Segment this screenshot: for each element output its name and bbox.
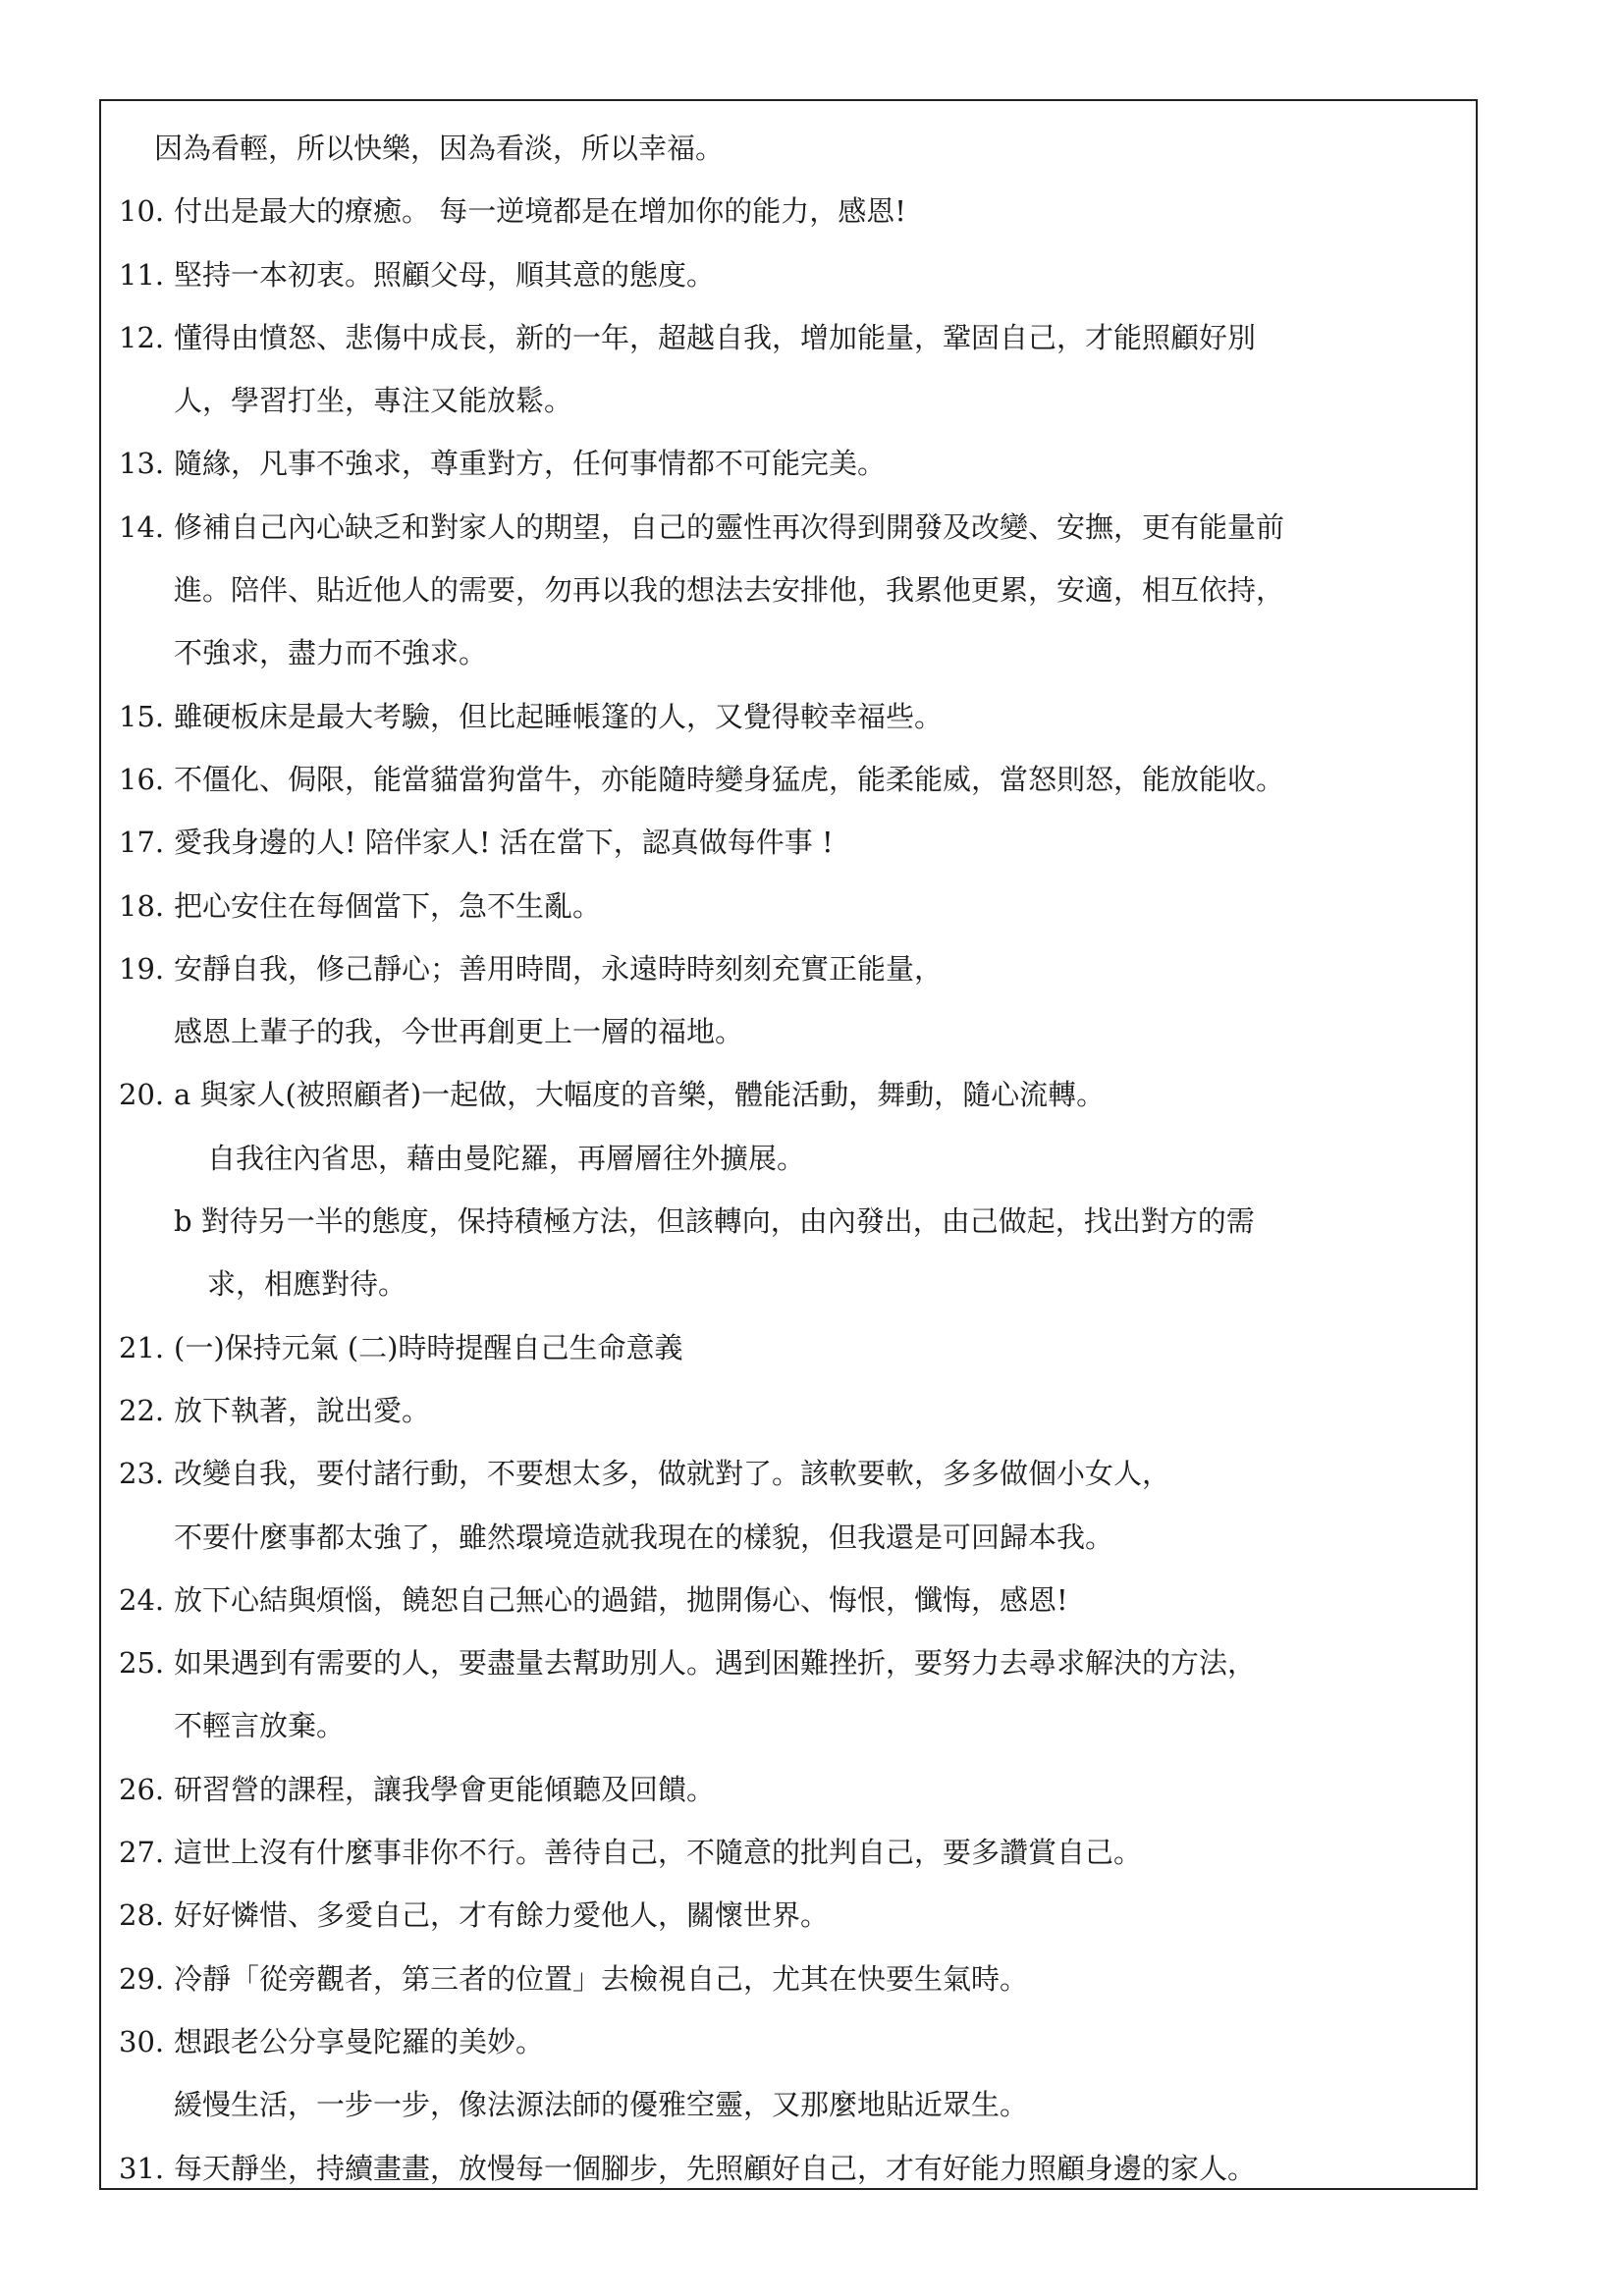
item-number: 28. bbox=[119, 1898, 165, 1933]
item-text: 安靜自我，修己靜心；善用時間，永遠時時刻刻充實正能量， bbox=[174, 951, 944, 986]
item-text: 好好憐惜、多愛自己，才有餘力愛他人，關懷世界。 bbox=[174, 1898, 830, 1933]
item-text: 付出是最大的療癒。 每一逆境都是在增加你的能力，感恩! bbox=[174, 194, 906, 229]
item-text: 因為看輕，所以快樂，因為看淡，所以幸福。 bbox=[154, 132, 725, 165]
list-item-continuation bbox=[119, 621, 1446, 684]
item-text: 改變自我，要付諸行動，不要想太多，做就對了。該軟要軟，多多做個小女人， bbox=[174, 1457, 1171, 1491]
item-text: 懂得由憤怒、悲傷中成長，新的一年，超越自我，增加能量，鞏固自己，才能照顧好別 bbox=[174, 320, 1257, 354]
list-item bbox=[119, 1884, 1446, 1947]
list-item-continuation bbox=[119, 1253, 1446, 1315]
list-item-continuation bbox=[119, 1127, 1446, 1190]
item-number: 13. bbox=[119, 447, 165, 481]
item-number: 14. bbox=[119, 509, 165, 544]
item-text: 堅持一本初衷。照顧父母，順其意的態度。 bbox=[174, 257, 716, 292]
item-text: 不要什麼事都太強了，雖然環境造就我現在的樣貌，但我還是可回歸本我。 bbox=[174, 1520, 1114, 1554]
item-text: 研習營的課程，讓我學會更能傾聽及回饋。 bbox=[174, 1772, 716, 1806]
list-item-continuation bbox=[119, 369, 1446, 432]
list-item bbox=[119, 432, 1446, 495]
item-number: 21. bbox=[119, 1330, 165, 1364]
item-text: 求，相應對待。 bbox=[207, 1267, 407, 1302]
list-item bbox=[119, 1758, 1446, 1821]
list-item bbox=[119, 306, 1446, 369]
item-text: 感恩上輩子的我，今世再創更上一層的福地。 bbox=[174, 1015, 744, 1049]
item-text: 緩慢生活，一步一步，像法源法師的優雅空靈，又那麼地貼近眾生。 bbox=[174, 2088, 1029, 2122]
item-number: 29. bbox=[119, 1961, 165, 1996]
document-body bbox=[119, 117, 1446, 2200]
list-item bbox=[119, 243, 1446, 306]
list-item bbox=[119, 937, 1446, 1000]
list-item bbox=[119, 1631, 1446, 1694]
document-frame bbox=[99, 99, 1478, 2190]
item-text: 放下執著，說出愛。 bbox=[174, 1393, 431, 1427]
item-text: 修補自己內心缺乏和對家人的期望，自己的靈性再次得到開發及改變、安撫，更有能量前 bbox=[174, 509, 1285, 544]
list-item-continuation bbox=[119, 1506, 1446, 1569]
item-text: 不強求，盡力而不強求。 bbox=[174, 636, 488, 670]
item-number: 20. bbox=[119, 1078, 165, 1112]
item-text: 放下心結與煩惱，饒恕自己無心的過錯，拋開傷心、悔恨，懺悔，感恩! bbox=[174, 1582, 1068, 1617]
item-number: 10. bbox=[119, 194, 165, 229]
item-text: 自我往內省思，藉由曼陀羅，再層層往外擴展。 bbox=[207, 1141, 806, 1175]
item-number: 25. bbox=[119, 1646, 165, 1681]
item-text: 如果遇到有需要的人，要盡量去幫助別人。遇到困難挫折，要努力去尋求解決的方法， bbox=[174, 1646, 1257, 1681]
item-number: 11. bbox=[119, 257, 165, 292]
item-number: 22. bbox=[119, 1393, 165, 1427]
list-item bbox=[119, 811, 1446, 874]
item-number: 17. bbox=[119, 826, 165, 860]
item-text: 把心安住在每個當下，急不生亂。 bbox=[174, 888, 602, 923]
list-item bbox=[119, 1063, 1446, 1126]
item-text: 不僵化、侷限，能當貓當狗當牛，亦能隨時變身猛虎，能柔能威，當怒則怒，能放能收。 bbox=[174, 762, 1285, 796]
item-number: 30. bbox=[119, 2024, 165, 2058]
item-number: 18. bbox=[119, 888, 165, 923]
item-text: 人，學習打坐，專注又能放鬆。 bbox=[174, 384, 573, 418]
list-item bbox=[119, 496, 1446, 559]
list-item bbox=[119, 1948, 1446, 2010]
item-number: 27. bbox=[119, 1836, 165, 1870]
item-number: 23. bbox=[119, 1457, 165, 1491]
list-item bbox=[119, 1442, 1446, 1505]
item-text: 每天靜坐，持續畫畫，放慢每一個腳步，先照顧好自己，才有好能力照顧身邊的家人。 bbox=[174, 2151, 1257, 2185]
list-item bbox=[119, 875, 1446, 937]
list-item-continuation bbox=[119, 117, 1446, 180]
item-text: b 對待另一半的態度，保持積極方法，但該轉向，由內發出，由己做起，找出對方的需 bbox=[174, 1204, 1255, 1239]
item-number: 16. bbox=[119, 762, 165, 796]
item-text: 冷靜「從旁觀者，第三者的位置」去檢視自己，尤其在快要生氣時。 bbox=[174, 1961, 1029, 1996]
list-item-continuation bbox=[119, 559, 1446, 621]
list-item-continuation bbox=[119, 1694, 1446, 1757]
list-item-continuation bbox=[119, 2073, 1446, 2136]
list-item bbox=[119, 1379, 1446, 1442]
item-text: 雖硬板床是最大考驗，但比起睡帳篷的人，又覺得較幸福些。 bbox=[174, 699, 944, 733]
item-text: a 與家人(被照顧者)一起做，大幅度的音樂，體能活動，舞動，隨心流轉。 bbox=[174, 1078, 1106, 1112]
item-text: 進。陪伴、貼近他人的需要，勿再以我的想法去安排他，我累他更累，安適，相互依持， bbox=[174, 573, 1285, 608]
item-number: 26. bbox=[119, 1772, 165, 1806]
item-text: 愛我身邊的人! 陪伴家人! 活在當下，認真做每件事 ! bbox=[174, 826, 834, 860]
list-item bbox=[119, 1316, 1446, 1379]
list-item bbox=[119, 180, 1446, 242]
item-text: (一)保持元氣 (二)時時提醒自己生命意義 bbox=[174, 1330, 683, 1364]
item-text: 想跟老公分享曼陀羅的美妙。 bbox=[174, 2024, 545, 2058]
list-item bbox=[119, 1569, 1446, 1631]
list-item bbox=[119, 1821, 1446, 1884]
item-number: 12. bbox=[119, 320, 165, 354]
item-text: 這世上沒有什麼事非你不行。善待自己，不隨意的批判自己，要多讚賞自己。 bbox=[174, 1836, 1143, 1870]
list-item-continuation bbox=[119, 1190, 1446, 1253]
item-number: 19. bbox=[119, 951, 165, 986]
item-number: 31. bbox=[119, 2151, 165, 2185]
item-number: 24. bbox=[119, 1582, 165, 1617]
item-number: 15. bbox=[119, 699, 165, 733]
list-item bbox=[119, 748, 1446, 811]
list-item-continuation bbox=[119, 1000, 1446, 1063]
item-text: 隨緣，凡事不強求，尊重對方，任何事情都不可能完美。 bbox=[174, 447, 887, 481]
list-item bbox=[119, 2137, 1446, 2200]
list-item bbox=[119, 2010, 1446, 2073]
item-text: 不輕言放棄。 bbox=[174, 1709, 346, 1743]
list-item bbox=[119, 685, 1446, 748]
